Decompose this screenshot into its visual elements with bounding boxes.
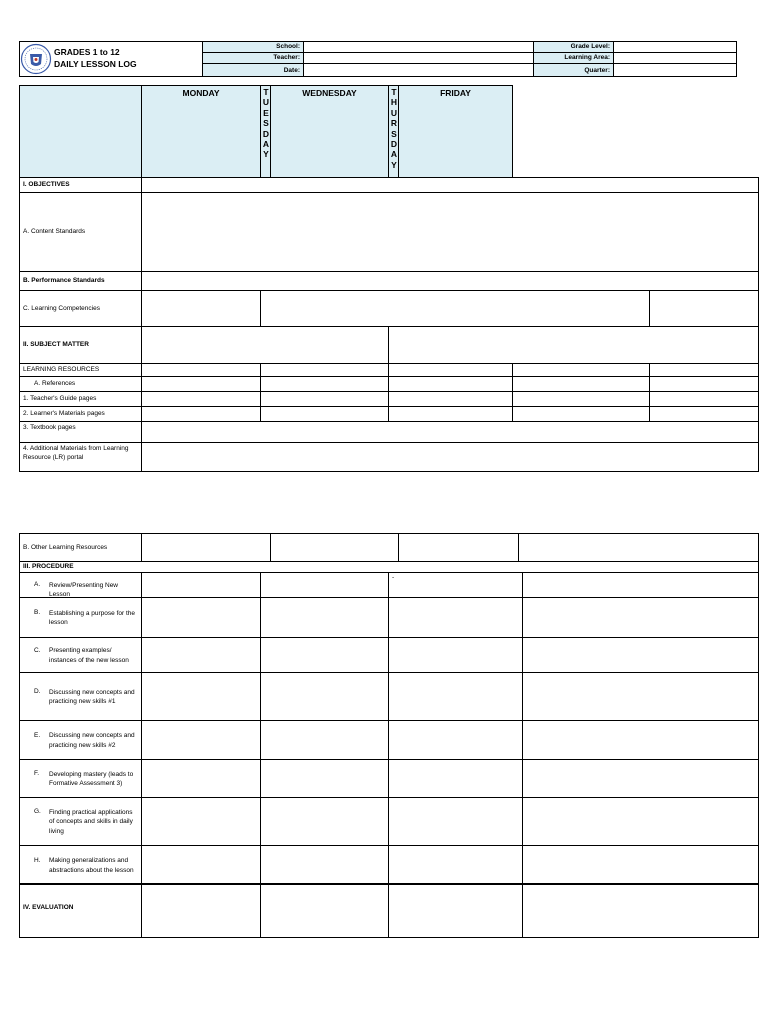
date-field[interactable] [303, 63, 534, 77]
learning-competencies-label-cell [19, 290, 142, 327]
additional-materials-label-cell [19, 442, 142, 472]
procedure-item-text: Finding practical applications of concepts and skills in daily living [49, 808, 133, 835]
procedure-cell-2[interactable] [260, 672, 389, 721]
day-header-wednesday [270, 85, 389, 178]
other-resources-cell-3[interactable] [398, 533, 519, 562]
teacher-label: Teacher: [273, 54, 300, 61]
procedure-cell-3[interactable] [388, 672, 523, 721]
review-mark: - [392, 574, 395, 581]
procedure-item-letter: G. [34, 808, 41, 816]
procedure-label-cell [19, 637, 142, 673]
textbook-field[interactable] [141, 421, 759, 443]
objectives-label: I. OBJECTIVES [23, 181, 70, 188]
form-title-line2: DAILY LESSON LOG [54, 59, 137, 69]
additional-materials-field[interactable] [141, 442, 759, 472]
procedure-cell-2[interactable] [260, 845, 389, 885]
ref-cell-1[interactable] [141, 376, 261, 392]
quarter-field[interactable] [613, 63, 737, 77]
thursday-label: THURSDAY [390, 87, 398, 170]
subject-matter-label: II. SUBJECT MATTER [23, 341, 89, 348]
tg-cell-4[interactable] [512, 391, 650, 407]
ref-cell-5[interactable] [649, 376, 759, 392]
references-label-cell [19, 376, 142, 392]
lm-cell-1[interactable] [141, 406, 261, 422]
other-resources-cell-4[interactable] [518, 533, 759, 562]
lr-cell-3[interactable] [388, 363, 513, 377]
procedure-item-letter: A. [34, 581, 41, 589]
procedure-label-cell [19, 572, 142, 598]
learning-competencies-friday[interactable] [649, 290, 759, 327]
procedure-item-letter: F. [34, 770, 40, 777]
evaluation-cell-4[interactable] [522, 883, 759, 938]
procedure-cell-1[interactable] [141, 720, 261, 760]
lr-cell-5[interactable] [649, 363, 759, 377]
procedure-label: III. PROCEDURE [23, 563, 74, 570]
procedure-item-letter: B. [34, 609, 41, 616]
textbook-label-cell [19, 421, 142, 443]
lm-cell-5[interactable] [649, 406, 759, 422]
procedure-item-letter: E. [34, 731, 41, 739]
friday-label: FRIDAY [440, 88, 471, 98]
tg-cell-1[interactable] [141, 391, 261, 407]
procedure-cell-2[interactable] [260, 720, 389, 760]
procedure-item-text: Review/Presenting New Lesson [49, 581, 119, 599]
content-standards-label: A. Content Standards [23, 228, 86, 235]
textbook-label: 3. Textbook pages [23, 424, 76, 431]
procedure-cell-3[interactable] [388, 845, 523, 885]
procedure-item-letter: C. [34, 646, 41, 654]
evaluation-cell-2[interactable] [260, 883, 389, 938]
quarter-label-cell [533, 63, 614, 77]
procedure-cell-1[interactable] [141, 597, 261, 638]
procedure-item-text: Discussing new concepts and practicing new skills #1 [49, 688, 135, 705]
ref-cell-2[interactable] [260, 376, 389, 392]
procedure-cell-4[interactable] [522, 672, 759, 721]
other-resources-cell-2[interactable] [270, 533, 399, 562]
subject-matter-field-1[interactable] [141, 326, 389, 364]
evaluation-cell-3[interactable] [388, 883, 523, 938]
procedure-cell-2[interactable] [260, 759, 389, 798]
date-label: Date: [283, 67, 300, 74]
teachers-guide-label: 1. Teacher's Guide pages [23, 395, 97, 402]
procedure-cell-2[interactable] [260, 597, 389, 638]
ref-cell-4[interactable] [512, 376, 650, 392]
procedure-label-cell [19, 597, 142, 638]
procedure-cell-4[interactable] [522, 797, 759, 846]
performance-standards-label: B. Performance Standards [23, 277, 105, 284]
learners-materials-label-cell [19, 406, 142, 422]
content-standards-label-cell [19, 192, 142, 272]
procedure-cell-2[interactable] [260, 572, 389, 598]
additional-materials-label-2: Resource (LR) portal [23, 454, 84, 461]
learning-competencies-midweek[interactable] [260, 290, 650, 327]
teachers-guide-label-cell [19, 391, 142, 407]
procedure-cell-1[interactable] [141, 637, 261, 673]
learning-competencies-label: C. Learning Competencies [23, 305, 100, 312]
tg-cell-5[interactable] [649, 391, 759, 407]
procedure-cell-1[interactable] [141, 572, 261, 598]
lr-cell-2[interactable] [260, 363, 389, 377]
grade-level-label: Grade Level: [570, 43, 610, 50]
references-label: A. References [34, 380, 76, 387]
tuesday-label: TUESDAY [262, 87, 270, 160]
procedure-item-text: Discussing new concepts and practicing new skills #2 [49, 732, 135, 749]
tg-cell-3[interactable] [388, 391, 513, 407]
procedure-item-text: Developing mastery (leads to Formative Assessment 3) [49, 770, 134, 787]
lm-cell-2[interactable] [260, 406, 389, 422]
procedure-label-cell [19, 845, 142, 885]
evaluation-cell-1[interactable] [141, 883, 261, 938]
performance-standards-field[interactable] [141, 271, 759, 291]
day-header-friday [398, 85, 513, 178]
lr-cell-4[interactable] [512, 363, 650, 377]
form-title-line1: GRADES 1 to 12 [54, 47, 120, 57]
quarter-label: Quarter: [584, 67, 610, 74]
learners-materials-label: 2. Learner's Materials pages [23, 410, 105, 417]
procedure-cell-4[interactable] [522, 597, 759, 638]
procedure-item-text: Making generalizations and abstractions about the lesson [49, 857, 134, 874]
additional-materials-label-1: 4. Additional Materials from Learning [23, 445, 129, 452]
procedure-cell-4[interactable] [522, 759, 759, 798]
learning-competencies-monday[interactable] [141, 290, 261, 327]
ref-cell-3[interactable] [388, 376, 513, 392]
procedure-cell-1[interactable] [141, 797, 261, 846]
wednesday-label: WEDNESDAY [302, 88, 357, 98]
learning-resources-label: LEARNING RESOURCES [23, 366, 100, 373]
tg-cell-2[interactable] [260, 391, 389, 407]
procedure-item-letter: D. [34, 688, 41, 695]
content-standards-field[interactable] [141, 192, 759, 272]
procedure-cell-2[interactable] [260, 637, 389, 673]
procedure-cell-3[interactable] [388, 637, 523, 673]
date-label-cell [202, 63, 304, 77]
procedure-cell-4[interactable] [522, 637, 759, 673]
procedure-item-text: Presenting examples/ instances of the new lesson [49, 647, 129, 664]
procedure-cell-3[interactable] [388, 597, 523, 638]
procedure-cell-3[interactable] [388, 572, 523, 598]
procedure-label-cell [19, 672, 142, 721]
monday-label: MONDAY [182, 88, 220, 98]
objectives-field[interactable] [141, 177, 759, 193]
other-resources-cell-1[interactable] [141, 533, 271, 562]
evaluation-label: IV. EVALUATION [23, 904, 74, 911]
procedure-label-cell [19, 797, 142, 846]
procedure-cell-4[interactable] [522, 845, 759, 885]
day-header-corner [19, 85, 142, 178]
deped-seal-logo [20, 42, 52, 76]
procedure-cell-2[interactable] [260, 797, 389, 846]
lm-cell-3[interactable] [388, 406, 513, 422]
procedure-cell-1[interactable] [141, 845, 261, 885]
subject-matter-label-cell [19, 326, 142, 364]
procedure-cell-4[interactable] [522, 720, 759, 760]
other-resources-label-cell [19, 533, 142, 562]
procedure-label-cell [19, 759, 142, 798]
procedure-cell-1[interactable] [141, 759, 261, 798]
procedure-cell-3[interactable] [388, 720, 523, 760]
performance-standards-label-cell [19, 271, 142, 291]
procedure-label-cell [19, 720, 142, 760]
lr-cell-1[interactable] [141, 363, 261, 377]
procedure-cell-1[interactable] [141, 672, 261, 721]
school-label: School: [276, 43, 300, 50]
learning-resources-label-cell [19, 363, 142, 377]
objectives-label-cell [19, 177, 142, 193]
evaluation-label-cell [19, 883, 142, 938]
other-resources-label: B. Other Learning Resources [23, 544, 108, 551]
procedure-cell-4[interactable] [522, 572, 759, 598]
procedure-cell-3[interactable] [388, 797, 523, 846]
subject-matter-field-2[interactable] [388, 326, 759, 364]
procedure-item-text: Establishing a purpose for the lesson [49, 609, 135, 626]
learning-area-label: Learning Area: [564, 54, 610, 61]
lm-cell-4[interactable] [512, 406, 650, 422]
procedure-cell-3[interactable] [388, 759, 523, 798]
day-header-monday [141, 85, 261, 178]
procedure-item-letter: H. [34, 856, 41, 864]
